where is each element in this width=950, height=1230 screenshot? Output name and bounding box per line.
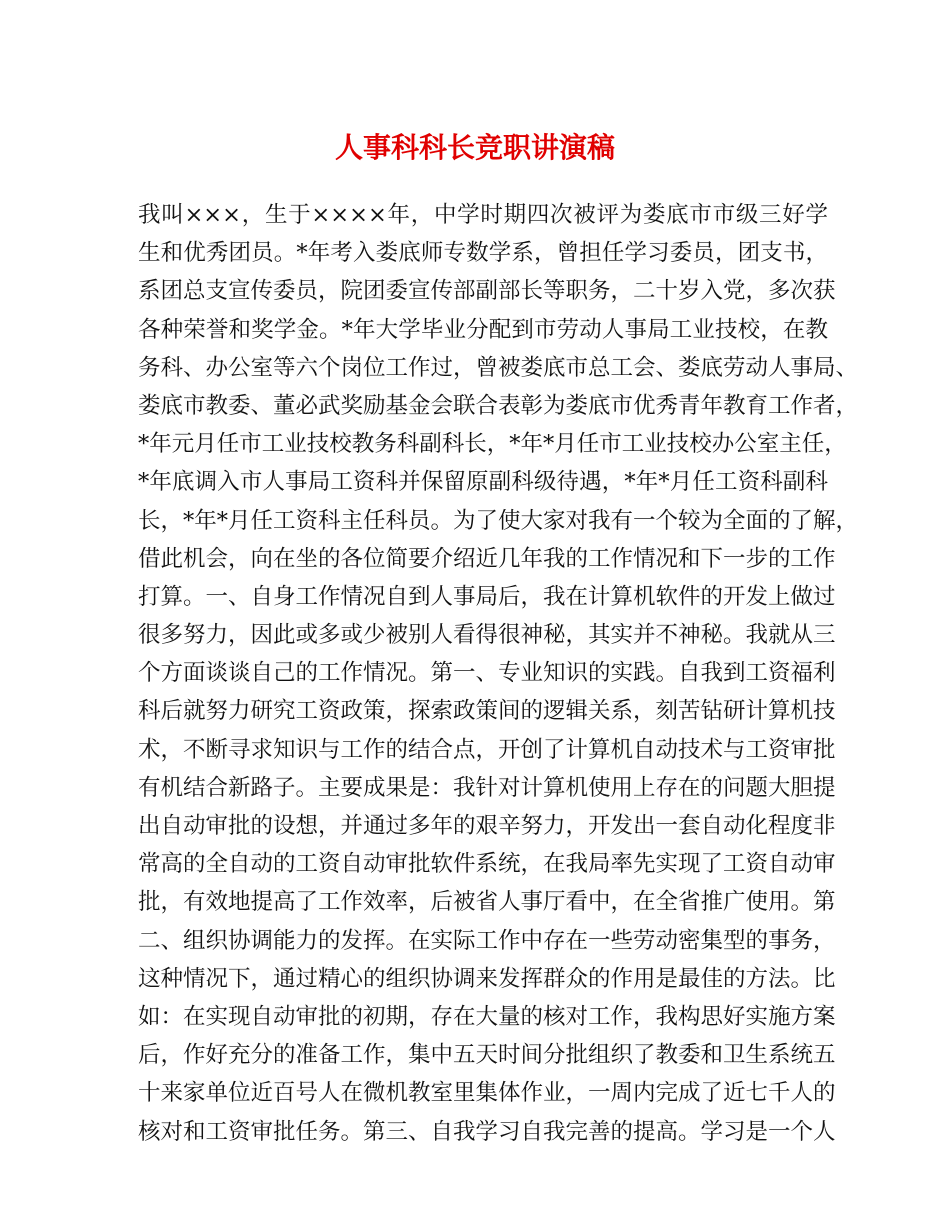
body-line: 我叫×××，生于××××年，中学时期四次被评为娄底市市级三好学 xyxy=(138,202,828,228)
body-line: 个方面谈谈自己的工作情况。第一、专业知识的实践。自我到工资福利 xyxy=(138,660,836,687)
body-line: 如：在实现自动审批的初期，存在大量的核对工作，我构思好实施方案 xyxy=(138,1003,836,1030)
body-line: 系团总支宣传委员，院团委宣传部副部长等职务，二十岁入党，多次获 xyxy=(138,278,836,305)
body-line: 生和优秀团员。*年考入娄底师专数学系，曾担任学习委员，团支书， xyxy=(138,240,828,267)
body-line: 各种荣誉和奖学金。*年大学毕业分配到市劳动人事局工业技校，在教 xyxy=(138,316,828,343)
body-line: 出自动审批的设想，并通过多年的艰辛努力，开发出一套自动化程度非 xyxy=(138,813,836,839)
body-line: 这种情况下，通过精心的组织协调来发挥群众的作用是最佳的方法。比 xyxy=(138,965,836,992)
body-line: 核对和工资审批任务。第三、自我学习自我完善的提高。学习是一个人 xyxy=(138,1118,836,1145)
body-line: 打算。一、自身工作情况自到人事局后，我在计算机软件的开发上做过 xyxy=(138,583,836,610)
body-line: 批，有效地提高了工作效率，后被省人事厅看中，在全省推广使用。第 xyxy=(138,889,836,916)
body-line: 常高的全自动的工资自动审批软件系统，在我局率先实现了工资自动审 xyxy=(138,851,836,878)
document-title: 人事科科长竞职讲演稿 xyxy=(334,131,615,164)
body-line: 娄底市教委、董必武奖励基金会联合表彰为娄底市优秀青年教育工作者， xyxy=(138,392,859,419)
body-line: 后，作好充分的准备工作，集中五天时间分批组织了教委和卫生系统五 xyxy=(138,1042,836,1069)
body-line: 借此机会，向在坐的各位简要介绍近几年我的工作情况和下一步的工作 xyxy=(138,545,836,572)
body-line: 二、组织协调能力的发挥。在实际工作中存在一些劳动密集型的事务， xyxy=(138,927,836,954)
body-line: 科后就努力研究工资政策，探索政策间的逻辑关系，刻苦钻研计算机技 xyxy=(138,698,836,725)
body-line: 十来家单位近百号人在微机教室里集体作业，一周内完成了近七千人的 xyxy=(138,1080,836,1107)
body-line: *年元月任市工业技校教务科副科长，*年*月任市工业技校办公室主任， xyxy=(138,431,847,458)
body-line: *年底调入市人事局工资科并保留原副科级待遇，*年*月任工资科副科 xyxy=(138,469,828,496)
body-line: 术，不断寻求知识与工作的结合点，开创了计算机自动技术与工资审批 xyxy=(138,736,836,763)
body-line: 很多努力，因此或多或少被别人看得很神秘，其实并不神秘。我就从三 xyxy=(138,622,836,649)
body-line: 有机结合新路子。主要成果是：我针对计算机使用上存在的问题大胆提 xyxy=(138,774,836,801)
body-line: 长，*年*月任工资科主任科员。为了使大家对我有一个较为全面的了解， xyxy=(138,507,859,534)
document-body xyxy=(138,196,859,1151)
body-line: 务科、办公室等六个岗位工作过，曾被娄底市总工会、娄底劳动人事局、 xyxy=(138,354,859,381)
